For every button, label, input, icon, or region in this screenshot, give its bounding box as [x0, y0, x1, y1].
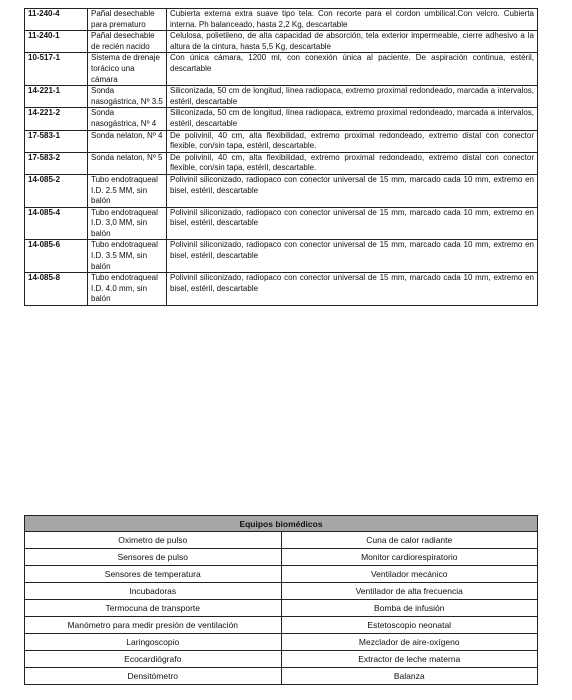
equipment-item: Monitor cardiorespiratorio [281, 549, 538, 566]
product-name: Tubo endotraqueal I.D. 2.5 MM, sin balón [88, 174, 167, 207]
product-code: 14-085-4 [25, 207, 88, 240]
product-row [25, 130, 538, 152]
product-description: De polivinil, 40 cm, alta flexibilidad, extremo proximal redondeado, extremo distal con conector flexible, con/sin tapa, estéril, descartable. [167, 130, 538, 152]
equipment-item: Ventilador mecánico [281, 566, 538, 583]
product-row [25, 152, 538, 174]
equipment-item: Incubadoras [25, 583, 282, 600]
product-name: Pañal desechable para prematuro [88, 9, 167, 31]
equipment-item: Bomba de infusión [281, 600, 538, 617]
product-name: Sonda nelaton, Nº 4 [88, 130, 167, 152]
equipment-item: Oximetro de pulso [25, 532, 282, 549]
product-name: Sistema de drenaje torácico una cámara [88, 53, 167, 86]
equipment-item: Mezclador de aire-oxígeno [281, 634, 538, 651]
equipment-item: Sensores de temperatura [25, 566, 282, 583]
equipment-table [24, 515, 538, 685]
products-table-body [25, 9, 538, 306]
product-row [25, 9, 538, 31]
equipment-table-title: Equipos biomédicos [25, 516, 538, 532]
product-name: Tubo endotraqueal I.D. 3.5 MM, sin balón [88, 240, 167, 273]
equipment-row [25, 583, 538, 600]
product-row [25, 108, 538, 130]
product-name: Sonda nasogástrica, Nº 3.5 [88, 86, 167, 108]
product-description: Polivinil siliconizado, radiopaco con conector universal de 15 mm, marcado cada 10 mm, extremo en bisel, estéril, descartable [167, 273, 538, 306]
equipment-table-body [25, 532, 538, 685]
product-row [25, 86, 538, 108]
product-row [25, 273, 538, 306]
equipment-item: Balanza [281, 668, 538, 685]
equipment-item: Estetoscopio neonatal [281, 617, 538, 634]
equipment-row [25, 651, 538, 668]
product-code: 14-085-2 [25, 174, 88, 207]
product-code: 14-221-2 [25, 108, 88, 130]
equipment-row [25, 617, 538, 634]
equipment-header-row [25, 516, 538, 532]
equipment-row [25, 634, 538, 651]
product-description: Celulosa, polietileno, de alta capacidad de absorción, tela exterior impermeable, cierre adhesivo a la altura de la cintura, hasta 5,5 Kg, descartable [167, 31, 538, 53]
product-row [25, 53, 538, 86]
product-description: Polivinil siliconizado, radiopaco con conector universal de 15 mm, marcado cada 10 mm, extremo en bisel, estéril, descartable [167, 174, 538, 207]
product-code: 10-517-1 [25, 53, 88, 86]
products-table [24, 8, 538, 306]
product-code: 14-221-1 [25, 86, 88, 108]
product-description: De polivinil, 40 cm, alta flexibilidad, extremo proximal redondeado, extremo distal con conector flexible, con/sin tapa, estéril, descartable. [167, 152, 538, 174]
equipment-row [25, 668, 538, 685]
equipment-item: Sensores de pulso [25, 549, 282, 566]
product-row [25, 174, 538, 207]
equipment-item: Cuna de calor radiante [281, 532, 538, 549]
product-description: Polivinil siliconizado, radiopaco con conector universal de 15 mm, marcado cada 10 mm, extremo en bisel, estéril, descartable [167, 240, 538, 273]
product-description: Siliconizada, 50 cm de longitud, línea radiopaca, extremo proximal redondeado, marcada a intervalos, estéril, descartable [167, 86, 538, 108]
product-code: 17-583-1 [25, 130, 88, 152]
product-code: 14-085-8 [25, 273, 88, 306]
equipment-item: Ventilador de alta frecuencia [281, 583, 538, 600]
product-name: Tubo endotraqueal I.D. 3,0 MM, sin balón [88, 207, 167, 240]
equipment-row [25, 600, 538, 617]
equipment-item: Ecocardiógrafo [25, 651, 282, 668]
equipment-item: Extractor de leche materna [281, 651, 538, 668]
equipment-item: Laringoscopio [25, 634, 282, 651]
product-row [25, 31, 538, 53]
equipment-item: Densitómetro [25, 668, 282, 685]
product-name: Tubo endotraqueal I.D. 4.0 mm, sin balón [88, 273, 167, 306]
product-name: Sonda nelaton, Nº 5 [88, 152, 167, 174]
product-name: Pañal desechable de recién nacido [88, 31, 167, 53]
product-code: 17-583-2 [25, 152, 88, 174]
product-code: 11-240-4 [25, 9, 88, 31]
equipment-row [25, 549, 538, 566]
equipment-item: Manómetro para medir presión de ventilación [25, 617, 282, 634]
product-description: Siliconizada, 50 cm de longitud, línea radiopaca, extremo proximal redondeado, marcada a intervalos, estéril, descartable [167, 108, 538, 130]
product-row [25, 240, 538, 273]
product-description: Polivinil siliconizado, radiopaco con conector universal de 15 mm, marcado cada 10 mm, extremo en bisel, estéril, descartable [167, 207, 538, 240]
product-code: 14-085-6 [25, 240, 88, 273]
equipment-row [25, 532, 538, 549]
equipment-item: Termocuna de transporte [25, 600, 282, 617]
equipment-row [25, 566, 538, 583]
product-code: 11-240-1 [25, 31, 88, 53]
product-description: Cubierta externa extra suave tipo tela. Con recorte para el cordon umbilical.Con velcro. Cubierta interna. Ph balanceado, hasta 2,2 Kg, descartable [167, 9, 538, 31]
product-description: Con única cámara, 1200 ml, con conexión única al paciente. De aspiración continua, estéril, descartable [167, 53, 538, 86]
product-name: Sonda nasogástrica, Nº 4 [88, 108, 167, 130]
product-row [25, 207, 538, 240]
